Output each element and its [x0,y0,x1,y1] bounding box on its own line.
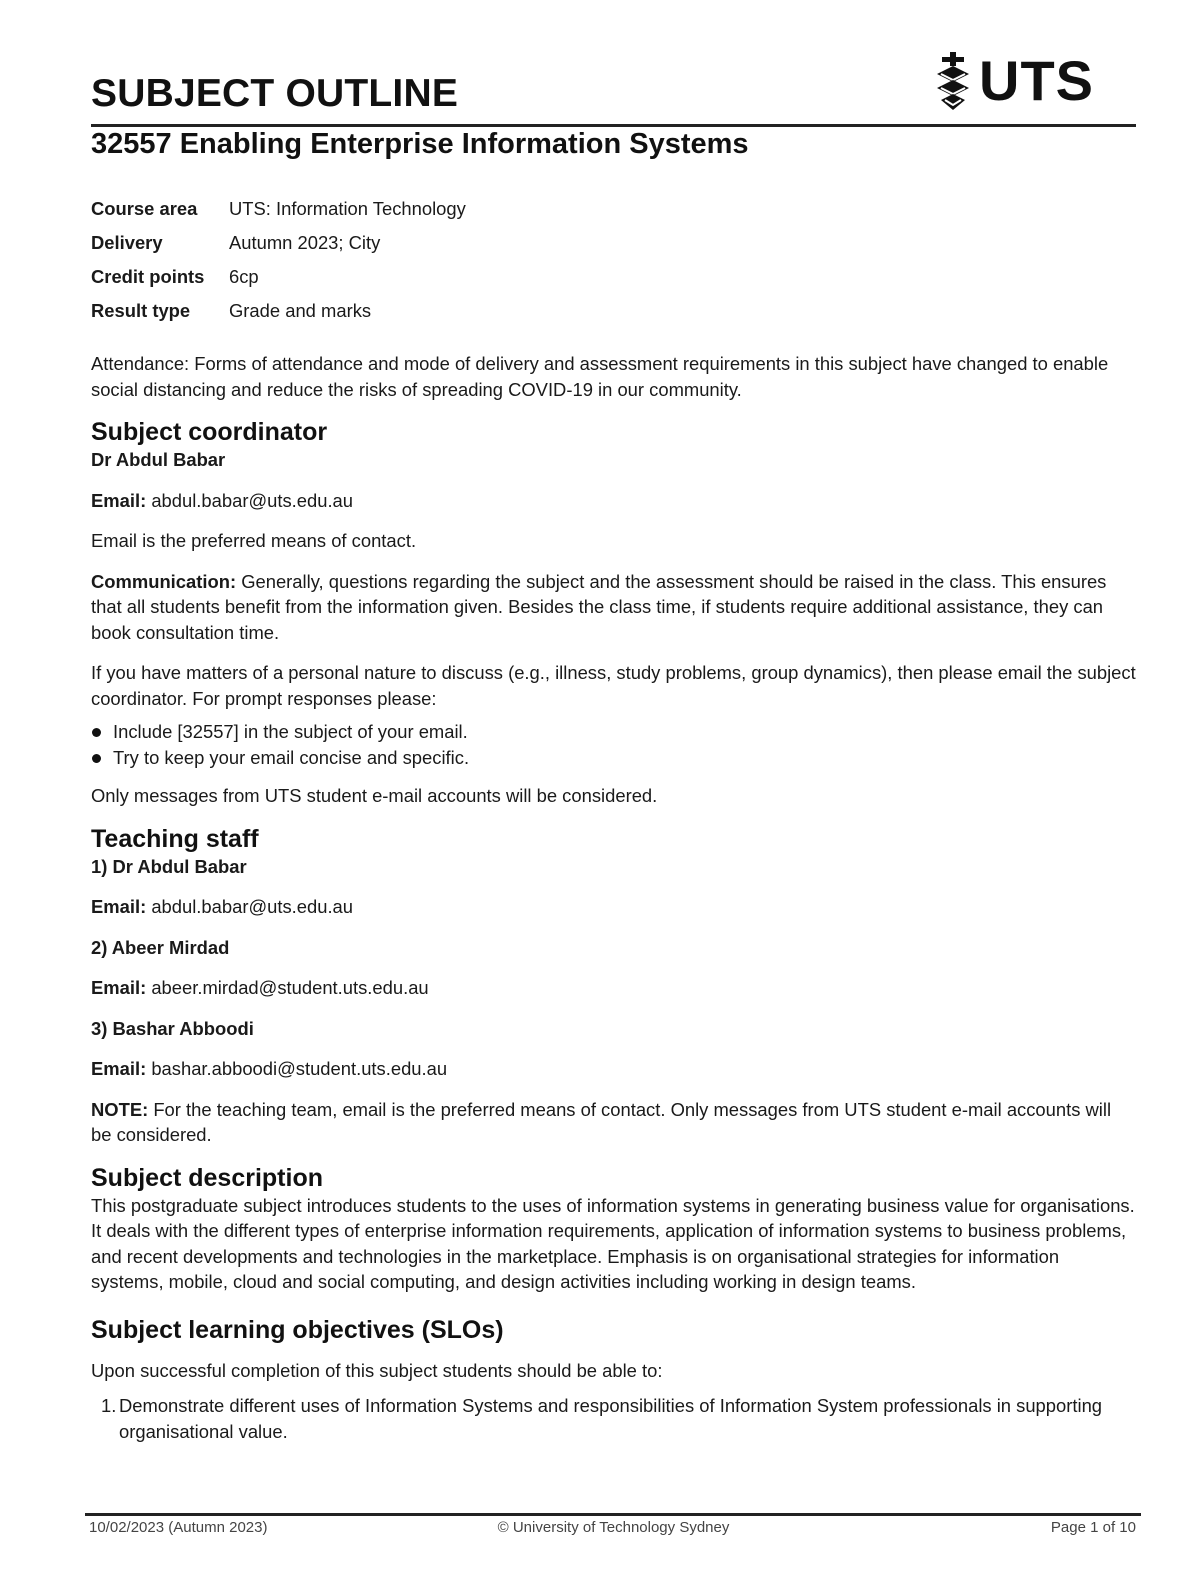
staff-email [91,1056,1136,1082]
meta-label: Result type [91,300,191,322]
document-body [91,192,1136,1444]
communication-text: Generally, questions regarding the subject and the assessment should be raised in the class. This ensures that all students benefit from the information given. Besides the class time, if students require additional assistance, they can book consultation time. [91,570,1107,643]
preferred-contact: Email is the preferred means of contact. [91,530,417,551]
meta-label: Course area [91,198,198,220]
footer-divider [85,1513,1141,1516]
list-item [91,1393,1136,1444]
email-label: Email: [91,489,147,511]
staff-email [91,975,1136,1001]
meta-row [91,192,1136,226]
email-link[interactable]: bashar.abboodi@student.uts.edu.au [146,1058,448,1079]
email-link[interactable]: abdul.babar@uts.edu.au [146,896,354,917]
meta-value: 6cp [229,266,259,288]
subject-title: 32557 Enabling Enterprise Information Systems [91,128,749,160]
subject-meta-table [91,192,1136,328]
page-number: Page 1 of 10 [1050,1519,1136,1536]
coordinator-heading: Subject coordinator [91,418,328,446]
header-divider [91,124,1136,127]
slo-heading: Subject learning objectives (SLOs) [91,1315,504,1344]
bullet-icon [92,728,101,737]
page-header [91,49,1136,126]
email-label: Email: [91,977,147,998]
uts-accounts-note: Only messages from UTS student e-mail accounts will be considered. [91,785,658,806]
uts-logo [933,49,1094,112]
meta-value: Autumn 2023; City [229,232,381,254]
uts-crest-icon [933,52,973,110]
email-link[interactable]: abdul.babar@uts.edu.au [146,489,354,511]
personal-matters-paragraph: If you have matters of a personal nature to discuss (e.g., illness, study problems, group dynamics), then please email the subject coordinator. For prompt responses please: [91,662,1136,709]
list-item-text: Include [32557] in the subject of your email. [113,721,468,742]
note-text: For the teaching team, email is the preferred means of contact. Only messages from UTS student e-mail accounts will be considered. [91,1098,1112,1145]
subject-description-text: This postgraduate subject introduces students to the uses of information systems in generating business value for organisations. It deals with the different types of enterprise information requirements, application of information systems to business problems, and recent developments and technologies in the marketplace. Emphasis is on organisational strategies for information systems, mobile, cloud and social computing, and design activities including working in design teams. [91,1194,1135,1292]
communication-paragraph [91,569,1136,646]
teaching-staff-heading: Teaching staff [91,824,259,853]
email-link[interactable]: abeer.mirdad@student.uts.edu.au [146,977,429,998]
email-label: Email: [91,896,147,917]
staff-email [91,894,1136,920]
document-title: SUBJECT OUTLINE [91,72,459,115]
bullet-icon [92,754,101,763]
slo-list [91,1393,1136,1444]
list-item-text: Demonstrate different uses of Information Systems and responsibilities of Information System professionals in supporting organisational value. [119,1395,1103,1442]
list-item [91,719,1136,745]
staff-name: 2) Abeer Mirdad [91,936,230,958]
meta-row [91,294,1136,328]
subject-description-heading: Subject description [91,1163,323,1192]
coordinator-email [91,488,1136,514]
slo-intro: Upon successful completion of this subject students should be able to: [91,1359,663,1381]
meta-row [91,260,1136,294]
footer-date: 10/02/2023 (Autumn 2023) [89,1519,268,1536]
meta-value: Grade and marks [229,300,372,322]
page-footer [91,1519,1136,1543]
staff-name: 3) Bashar Abboodi [91,1017,254,1039]
teaching-note [91,1097,1136,1148]
contact-guidelines-list [91,719,1136,770]
list-number: 1. [101,1395,117,1416]
meta-row [91,226,1136,260]
list-item [91,745,1136,771]
communication-label: Communication: [91,570,237,592]
list-item-text: Try to keep your email concise and specific. [113,746,470,768]
meta-label: Delivery [91,232,163,254]
footer-copyright: © University of Technology Sydney [497,1519,730,1536]
note-label: NOTE: [91,1098,149,1120]
email-label: Email: [91,1058,147,1079]
attendance-note: Attendance: Forms of attendance and mode of delivery and assessment requirements in this subject have changed to enable social distancing and reduce the risks of spreading COVID-19 in our community. [91,353,1109,400]
meta-value: UTS: Information Technology [229,198,466,220]
staff-name: 1) Dr Abdul Babar [91,855,247,877]
meta-label: Credit points [91,266,205,288]
coordinator-name: Dr Abdul Babar [91,449,226,470]
logo-wordmark: UTS [979,49,1094,112]
